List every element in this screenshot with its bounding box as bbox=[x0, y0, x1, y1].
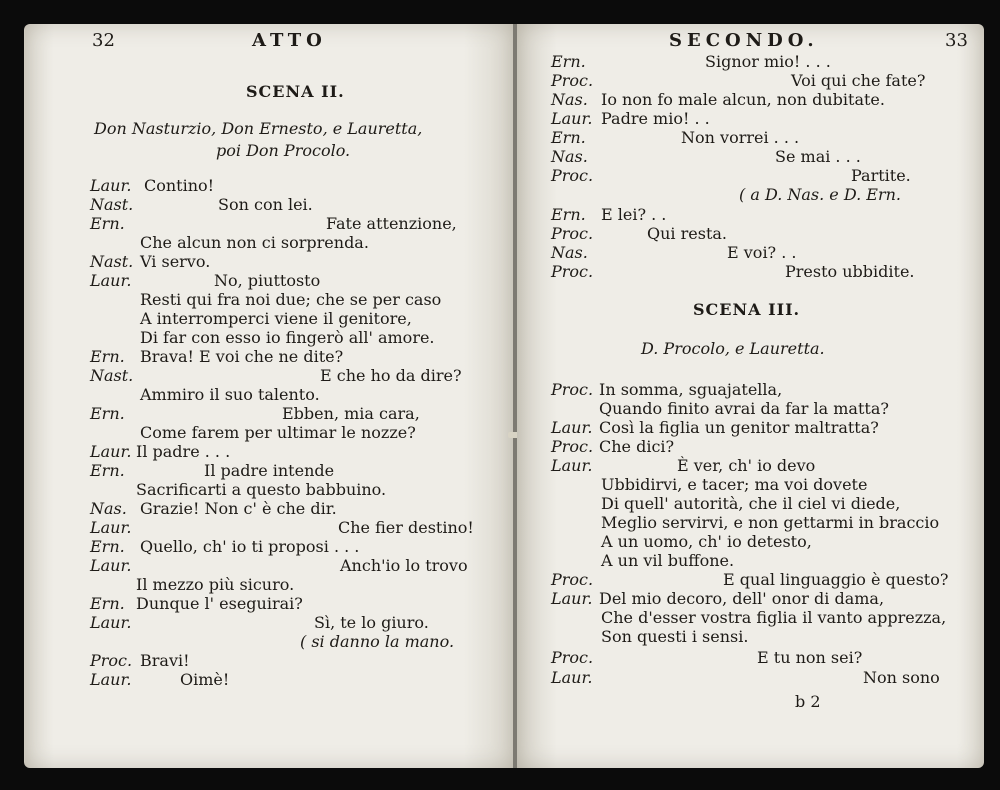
speaker: Laur. bbox=[90, 556, 132, 575]
line-text: ( si danno la mano. bbox=[300, 632, 455, 651]
line-text: E lei? . . bbox=[601, 205, 667, 224]
line-text: Così la figlia un genitor maltratta? bbox=[599, 418, 879, 437]
speaker: Ern. bbox=[90, 594, 125, 613]
speaker: Laur. bbox=[90, 518, 132, 537]
running-head: ATTO bbox=[252, 30, 327, 51]
speaker: Ern. bbox=[90, 214, 125, 233]
speaker: Ern. bbox=[551, 205, 586, 224]
line-text: È ver, ch' io devo bbox=[677, 456, 816, 475]
speaker: Nast. bbox=[90, 252, 134, 271]
cast-line: poi Don Procolo. bbox=[216, 141, 351, 160]
line-text: Vi servo. bbox=[140, 252, 211, 271]
line-text: In somma, sguajatella, bbox=[599, 380, 783, 399]
line-text: Non vorrei . . . bbox=[681, 128, 800, 147]
speaker: Proc. bbox=[551, 71, 594, 90]
line-text: E voi? . . bbox=[727, 243, 797, 262]
speaker: Ern. bbox=[90, 404, 125, 423]
line-text: Che alcun non ci sorprenda. bbox=[140, 233, 369, 252]
speaker: Nast. bbox=[90, 195, 134, 214]
speaker: Proc. bbox=[551, 262, 594, 281]
speaker: Ern. bbox=[551, 52, 586, 71]
line-text: Son questi i sensi. bbox=[601, 627, 749, 646]
left-page bbox=[24, 24, 514, 768]
line-text: Il padre . . . bbox=[136, 442, 231, 461]
line-text: Qui resta. bbox=[647, 224, 728, 243]
line-text: Io non fo male alcun, non dubitate. bbox=[601, 90, 885, 109]
line-text: Brava! E voi che ne dite? bbox=[140, 347, 344, 366]
page-number: 33 bbox=[945, 30, 968, 51]
line-text: E che ho da dire? bbox=[320, 366, 462, 385]
line-text: Di far con esso io fingerò all' amore. bbox=[140, 328, 435, 347]
speaker: Laur. bbox=[90, 670, 132, 689]
line-text: Che fier destino! bbox=[338, 518, 474, 537]
line-text: Bravi! bbox=[140, 651, 190, 670]
line-text: Resti qui fra noi due; che se per caso bbox=[140, 290, 442, 309]
line-text: Che dici? bbox=[599, 437, 675, 456]
signature-mark: b 2 bbox=[795, 692, 821, 711]
line-text: Sacrificarti a questo babbuino. bbox=[136, 480, 387, 499]
line-text: Ebben, mia cara, bbox=[282, 404, 420, 423]
scene-title: SCENA II. bbox=[246, 82, 345, 101]
line-text: Fate attenzione, bbox=[326, 214, 457, 233]
line-text: E tu non sei? bbox=[757, 648, 863, 667]
speaker: Ern. bbox=[90, 537, 125, 556]
line-text: Il mezzo più sicuro. bbox=[136, 575, 295, 594]
right-page bbox=[517, 24, 984, 768]
speaker: Ern. bbox=[90, 461, 125, 480]
line-text: Ubbidirvi, e tacer; ma voi dovete bbox=[601, 475, 868, 494]
open-book bbox=[24, 24, 984, 768]
line-text: A un vil buffone. bbox=[601, 551, 735, 570]
speaker: Nast. bbox=[90, 366, 134, 385]
speaker: Laur. bbox=[551, 456, 593, 475]
line-text: Meglio servirvi, e non gettarmi in braccio bbox=[601, 513, 940, 532]
speaker: Laur. bbox=[90, 271, 132, 290]
page-number: 32 bbox=[92, 30, 115, 51]
speaker: Proc. bbox=[551, 380, 594, 399]
running-head: SECONDO. bbox=[669, 30, 819, 51]
speaker: Proc. bbox=[551, 224, 594, 243]
cast-line: D. Procolo, e Lauretta. bbox=[641, 339, 825, 358]
speaker: Ern. bbox=[90, 347, 125, 366]
speaker: Laur. bbox=[90, 613, 132, 632]
line-text: Ammiro il suo talento. bbox=[140, 385, 320, 404]
line-text: Di quell' autorità, che il ciel vi diede, bbox=[601, 494, 901, 513]
line-text: Se mai . . . bbox=[775, 147, 861, 166]
speaker: Laur. bbox=[551, 109, 593, 128]
line-text: Signor mio! . . . bbox=[705, 52, 831, 71]
line-text: A un uomo, ch' io detesto, bbox=[601, 532, 812, 551]
line-text: Che d'esser vostra figlia il vanto apprezza, bbox=[601, 608, 947, 627]
speaker: Proc. bbox=[551, 437, 594, 456]
line-text: Grazie! Non c' è che dir. bbox=[140, 499, 337, 518]
speaker: Nas. bbox=[551, 243, 588, 262]
speaker: Nas. bbox=[551, 147, 588, 166]
line-text: Il padre intende bbox=[204, 461, 335, 480]
speaker: Laur. bbox=[90, 176, 132, 195]
speaker: Nas. bbox=[551, 90, 588, 109]
line-text: Del mio decoro, dell' onor di dama, bbox=[599, 589, 885, 608]
speaker: Ern. bbox=[551, 128, 586, 147]
speaker: Laur. bbox=[551, 668, 593, 687]
line-text: E qual linguaggio è questo? bbox=[723, 570, 949, 589]
line-text: Padre mio! . . bbox=[601, 109, 710, 128]
speaker: Proc. bbox=[551, 166, 594, 185]
line-text: Come farem per ultimar le nozze? bbox=[140, 423, 416, 442]
speaker: Proc. bbox=[551, 570, 594, 589]
page-edges bbox=[24, 30, 25, 762]
line-text: Son con lei. bbox=[218, 195, 313, 214]
speaker: Laur. bbox=[551, 589, 593, 608]
line-text: A interromperci viene il genitore, bbox=[140, 309, 412, 328]
speaker: Nas. bbox=[90, 499, 127, 518]
line-text: Presto ubbidite. bbox=[785, 262, 915, 281]
line-text: Contino! bbox=[144, 176, 215, 195]
cast-line: Don Nasturzio, Don Ernesto, e Lauretta, bbox=[94, 119, 423, 138]
line-text: Partite. bbox=[851, 166, 911, 185]
line-text: Anch'io lo trovo bbox=[340, 556, 468, 575]
speaker: Laur. bbox=[90, 442, 132, 461]
line-text: Quello, ch' io ti proposi . . . bbox=[140, 537, 360, 556]
line-text: Oimè! bbox=[180, 670, 230, 689]
speaker: Proc. bbox=[90, 651, 133, 670]
line-text: Voi qui che fate? bbox=[791, 71, 926, 90]
line-text: Non sono bbox=[863, 668, 940, 687]
speaker: Proc. bbox=[551, 648, 594, 667]
line-text: Quando finito avrai da far la matta? bbox=[599, 399, 889, 418]
scene-title: SCENA III. bbox=[693, 300, 801, 319]
line-text: No, piuttosto bbox=[214, 271, 321, 290]
line-text: Dunque l' eseguirai? bbox=[136, 594, 303, 613]
line-text: Sì, te lo giuro. bbox=[314, 613, 429, 632]
line-text: ( a D. Nas. e D. Ern. bbox=[739, 185, 902, 204]
speaker: Laur. bbox=[551, 418, 593, 437]
